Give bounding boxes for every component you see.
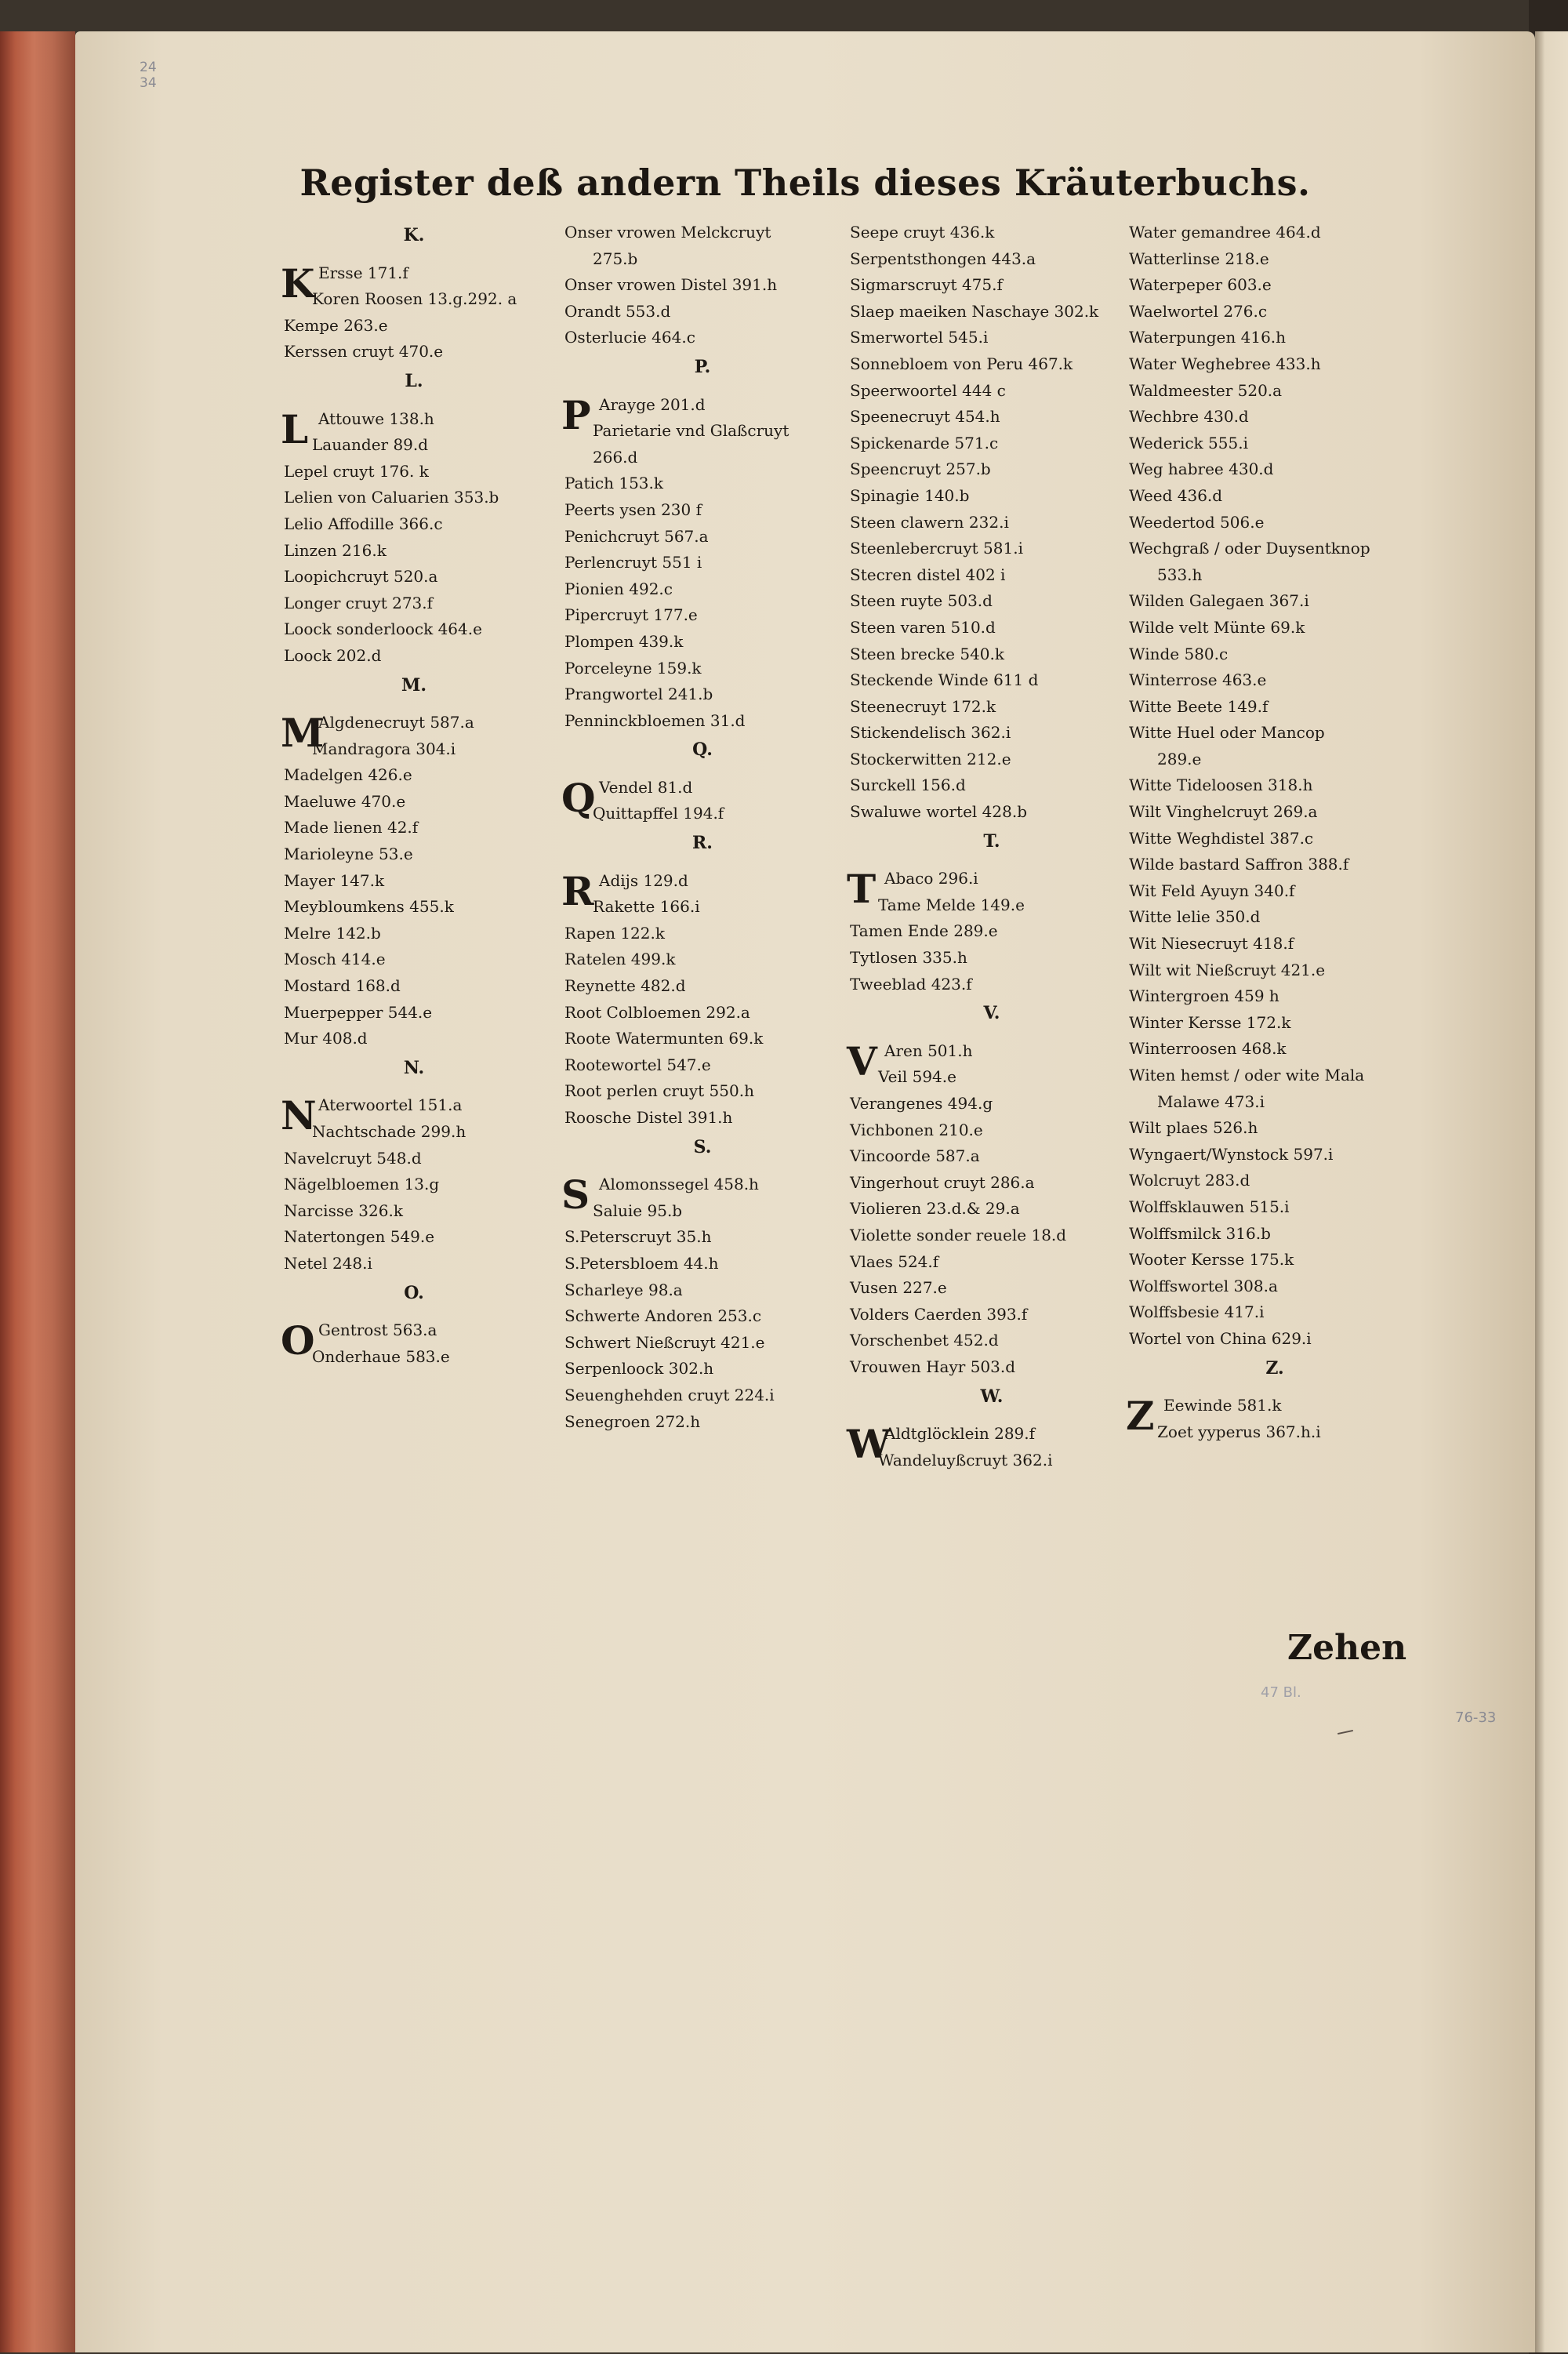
index-entry: 266.d	[593, 447, 638, 467]
index-entry: Swaluwe wortel 428.b	[850, 802, 1028, 822]
index-entry: Speerwoortel 444 c	[850, 380, 1006, 400]
index-entry: Nägelbloemen 13.g	[284, 1175, 440, 1194]
index-entry: Natertongen 549.e	[284, 1227, 435, 1247]
index-entry: Muerpepper 544.e	[284, 1002, 433, 1022]
drop-initial: N	[281, 1092, 317, 1139]
section-letter: O.	[404, 1282, 424, 1303]
index-entry: Quittapffel 194.f	[593, 804, 724, 823]
index-entry: Wolffswortel 308.a	[1129, 1276, 1278, 1295]
index-entry: Wolffsbesie 417.i	[1129, 1302, 1265, 1322]
drop-initial: P	[561, 391, 591, 438]
index-entry: Wilt plaes 526.h	[1129, 1118, 1258, 1138]
index-entry: Watterlinse 218.e	[1129, 249, 1269, 268]
index-entry: Onser vrowen Distel 391.h	[564, 275, 778, 295]
index-entry: Root Colbloemen 292.a	[564, 1002, 750, 1022]
entry-text: Arayge 201.d	[599, 394, 706, 414]
index-entry: 533.h	[1157, 565, 1203, 584]
index-entry: Steen varen 510.d	[850, 617, 996, 637]
drop-initial: R	[561, 867, 594, 914]
index-entry: Mosch 414.e	[284, 950, 386, 969]
index-entry: Vichbonen 210.e	[850, 1120, 983, 1139]
index-entry: Penninckbloemen 31.d	[564, 710, 746, 730]
index-entry: Witte Weghdistel 387.c	[1129, 828, 1314, 848]
section-letter: V.	[983, 1003, 1000, 1024]
folio-line: 24	[140, 60, 157, 75]
index-entry: S.Peterscruyt 35.h	[564, 1227, 712, 1247]
index-entry: Lelien von Caluarien 353.b	[284, 488, 499, 507]
index-entry: Vrouwen Hayr 503.d	[850, 1357, 1016, 1376]
entry-text: Aldtglöcklein 289.f	[884, 1424, 1036, 1444]
index-entry: Loock sonderloock 464.e	[284, 619, 482, 639]
index-entry: Tytlosen 335.h	[850, 948, 967, 968]
entry-text: Ersse 171.f	[318, 263, 408, 282]
index-entry: Tame Melde 149.e	[878, 895, 1025, 914]
index-entry: Weed 436.d	[1129, 485, 1223, 505]
index-entry: Serpenloock 302.h	[564, 1359, 714, 1379]
index-entry: Parietarie vnd Glaßcruyt	[593, 421, 789, 441]
index-entry: Waterpeper 603.e	[1129, 275, 1272, 295]
index-entry: Perlencruyt 551 i	[564, 553, 702, 572]
index-entry: Vincoorde 587.a	[850, 1146, 980, 1166]
folio-line: 34	[140, 75, 157, 91]
index-entry: Osterlucie 464.c	[564, 328, 695, 347]
pencil-note: 47 Bl.	[1261, 1684, 1301, 1701]
index-entry: Peerts ysen 230 f	[564, 499, 702, 519]
index-entry: Narcisse 326.k	[284, 1201, 403, 1220]
drop-initial: Q	[561, 774, 596, 821]
entry-text: Eewinde 581.k	[1163, 1396, 1282, 1415]
index-entry: 289.e	[1157, 749, 1202, 768]
index-entry: Zoet yyperus 367.h.i	[1157, 1422, 1321, 1441]
index-entry: Tamen Ende 289.e	[850, 921, 998, 941]
index-column-1	[281, 220, 547, 1370]
index-entry: Speenecruyt 454.h	[850, 407, 1000, 427]
index-entry: Wechbre 430.d	[1129, 407, 1249, 427]
drop-initial: M	[281, 710, 325, 757]
book-page	[75, 31, 1535, 2352]
index-entry: Rakette 166.i	[593, 897, 700, 917]
index-entry: Veil 594.e	[878, 1067, 956, 1087]
index-entry: Wooter Kersse 175.k	[1129, 1250, 1294, 1270]
index-entry: 275.b	[593, 249, 638, 268]
index-entry: Kempe 263.e	[284, 315, 388, 335]
index-entry: Nachtschade 299.h	[312, 1122, 466, 1141]
index-entry: Vusen 227.e	[850, 1278, 947, 1298]
index-entry: Porceleyne 159.k	[564, 658, 702, 678]
index-entry: Reynette 482.d	[564, 976, 686, 996]
index-entry: Kerssen cruyt 470.e	[284, 342, 444, 361]
index-entry: Roote Watermunten 69.k	[564, 1029, 764, 1048]
index-entry: Mandragora 304.i	[312, 739, 456, 758]
index-entry: Plompen 439.k	[564, 631, 684, 651]
index-entry: Waelwortel 276.c	[1129, 301, 1268, 321]
index-entry: Vlaes 524.f	[850, 1251, 939, 1271]
page-title: Register deß andern Theils dieses Kräuterbuchs.	[299, 162, 1311, 204]
page-edge	[0, 31, 75, 2352]
index-entry: Verangenes 494.g	[850, 1094, 993, 1113]
index-entry: Loock 202.d	[284, 645, 382, 665]
index-entry: Spickenarde 571.c	[850, 433, 999, 452]
index-entry: Ratelen 499.k	[564, 950, 676, 969]
index-entry: Root perlen cruyt 550.h	[564, 1081, 754, 1101]
entry-text: Gentrost 563.a	[318, 1320, 437, 1340]
entry-text: Abaco 296.i	[884, 869, 978, 888]
index-entry: Wederick 555.i	[1129, 433, 1248, 452]
index-entry: Mur 408.d	[284, 1029, 368, 1048]
section-letter: P.	[694, 356, 711, 377]
index-entry: Seepe cruyt 436.k	[850, 223, 995, 242]
index-entry: Navelcruyt 548.d	[284, 1148, 422, 1168]
index-entry: Wit Feld Ayuyn 340.f	[1129, 881, 1295, 900]
index-entry: Winter Kersse 172.k	[1129, 1012, 1291, 1032]
index-entry: Senegroen 272.h	[564, 1411, 701, 1431]
index-entry: Speencruyt 257.b	[850, 460, 991, 479]
index-entry: Mostard 168.d	[284, 976, 401, 996]
index-entry: Volders Caerden 393.f	[850, 1304, 1028, 1324]
index-entry: Lauander 89.d	[312, 435, 429, 455]
index-entry: Water Weghebree 433.h	[1129, 354, 1321, 373]
index-entry: Orandt 553.d	[564, 301, 671, 321]
catchword: Zehen	[1287, 1628, 1407, 1668]
entry-text: Aren 501.h	[884, 1041, 973, 1060]
index-entry: Wit Niesecruyt 418.f	[1129, 934, 1294, 954]
entry-text: Attouwe 138.h	[318, 409, 434, 428]
next-page-edge	[1535, 31, 1568, 2352]
index-entry: Netel 248.i	[284, 1253, 372, 1273]
index-entry: Stockerwitten 212.e	[850, 749, 1011, 768]
index-entry: Wechgraß / oder Duysentknop	[1129, 539, 1370, 558]
index-entry: Schwert Nießcruyt 421.e	[564, 1332, 765, 1352]
index-entry: Steen clawern 232.i	[850, 512, 1009, 532]
index-entry: Longer cruyt 273.f	[284, 593, 434, 612]
index-entry: Sigmarscruyt 475.f	[850, 275, 1003, 295]
index-entry: Violieren 23.d.& 29.a	[850, 1199, 1020, 1219]
index-column-3	[847, 220, 1137, 1473]
index-entry: Saluie 95.b	[593, 1201, 683, 1220]
pencil-folio-number	[140, 60, 157, 91]
index-entry: Wandeluyßcruyt 362.i	[878, 1450, 1053, 1469]
drop-initial: T	[847, 866, 877, 913]
index-entry: Witte Beete 149.f	[1129, 696, 1269, 716]
index-entry: Weedertod 506.e	[1129, 512, 1265, 532]
index-entry: Rapen 122.k	[564, 923, 665, 943]
index-entry: Pipercruyt 177.e	[564, 605, 698, 625]
index-entry: Wilt wit Nießcruyt 421.e	[1129, 960, 1326, 979]
index-entry: Linzen 216.k	[284, 540, 387, 560]
index-entry: Made lienen 42.f	[284, 818, 419, 837]
section-letter: R.	[692, 833, 713, 854]
index-entry: Water gemandree 464.d	[1129, 223, 1321, 242]
section-letter: N.	[403, 1057, 425, 1078]
index-entry: Onser vrowen Melckcruyt	[564, 223, 771, 242]
index-entry: Stickendelisch 362.i	[850, 723, 1011, 743]
index-entry: Penichcruyt 567.a	[564, 526, 709, 546]
index-entry: Onderhaue 583.e	[312, 1346, 450, 1366]
index-entry: Rootewortel 547.e	[564, 1055, 711, 1074]
index-entry: Wyngaert/Wynstock 597.i	[1129, 1144, 1334, 1164]
section-letter: Q.	[692, 739, 713, 761]
section-letter: W.	[980, 1386, 1004, 1407]
index-entry: Waterpungen 416.h	[1129, 328, 1287, 347]
index-entry: Surckell 156.d	[850, 776, 966, 795]
index-entry: S.Petersbloem 44.h	[564, 1253, 719, 1273]
index-entry: Steen brecke 540.k	[850, 644, 1005, 663]
index-entry: Wolffsklauwen 515.i	[1129, 1197, 1290, 1216]
entry-text: Adijs 129.d	[599, 870, 688, 890]
index-entry: Steckende Winde 611 d	[850, 670, 1039, 690]
index-entry: Loopichcruyt 520.a	[284, 567, 438, 587]
drop-initial: L	[281, 405, 309, 452]
index-column-4	[1126, 220, 1424, 1445]
index-entry: Malawe 473.i	[1157, 1092, 1265, 1111]
section-letter: T.	[983, 830, 1000, 852]
pencil-note: 76-33	[1455, 1709, 1497, 1726]
index-entry: Vingerhout cruyt 286.a	[850, 1172, 1035, 1192]
index-entry: Witte Tideloosen 318.h	[1129, 776, 1313, 795]
index-entry: Steen ruyte 503.d	[850, 591, 993, 611]
index-entry: Vorschenbet 452.d	[850, 1331, 999, 1350]
index-entry: Steenlebercruyt 581.i	[850, 539, 1023, 558]
index-entry: Schwerte Andoren 253.c	[564, 1306, 762, 1326]
index-entry: Slaep maeiken Naschaye 302.k	[850, 301, 1099, 321]
entry-text: Alomonssegel 458.h	[599, 1175, 759, 1194]
index-entry: Winterrose 463.e	[1129, 670, 1267, 690]
index-entry: Mayer 147.k	[284, 870, 385, 890]
entry-text: Aterwoortel 151.a	[318, 1095, 463, 1115]
index-entry: Wolffsmilck 316.b	[1129, 1223, 1271, 1243]
index-entry: Witte Huel oder Mancop	[1129, 723, 1325, 743]
index-entry: Wortel von China 629.i	[1129, 1328, 1312, 1348]
index-entry: Patich 153.k	[564, 474, 664, 493]
index-entry: Meybloumkens 455.k	[284, 897, 454, 917]
index-entry: Prangwortel 241.b	[564, 685, 713, 704]
section-letter: L.	[405, 370, 423, 391]
index-entry: Witen hemst / oder wite Mala	[1129, 1066, 1365, 1084]
index-column-2	[561, 220, 844, 1435]
index-entry: Wintergroen 459 h	[1129, 986, 1279, 1006]
index-entry: Wolcruyt 283.d	[1129, 1171, 1250, 1190]
index-entry: Lelio Affodille 366.c	[284, 514, 443, 533]
index-entry: Weg habree 430.d	[1129, 460, 1274, 479]
section-letter: M.	[401, 674, 426, 696]
index-entry: Scharleye 98.a	[564, 1280, 683, 1299]
section-letter: K.	[403, 225, 425, 245]
index-entry: Melre 142.b	[284, 923, 381, 943]
drop-initial: Z	[1126, 1393, 1155, 1440]
index-entry: Marioleyne 53.e	[284, 845, 413, 864]
index-entry: Serpentsthongen 443.a	[850, 249, 1036, 268]
index-entry: Witte lelie 350.d	[1129, 907, 1261, 927]
index-entry: Wilt Vinghelcruyt 269.a	[1129, 802, 1318, 822]
index-entry: Steenecruyt 172.k	[850, 696, 996, 716]
index-entry: Waldmeester 520.a	[1129, 380, 1283, 400]
index-entry: Wilde bastard Saffron 388.f	[1129, 855, 1349, 874]
index-entry: Stecren distel 402 i	[850, 565, 1006, 584]
index-entry: Winterroosen 468.k	[1129, 1039, 1287, 1059]
drop-initial: K	[281, 260, 315, 307]
index-entry: Pionien 492.c	[564, 579, 673, 598]
section-letter: Z.	[1265, 1357, 1284, 1379]
index-entry: Seuenghehden cruyt 224.i	[564, 1385, 775, 1404]
index-entry: Wilde velt Münte 69.k	[1129, 617, 1305, 637]
entry-text: Vendel 81.d	[599, 777, 693, 797]
index-entry: Winde 580.c	[1129, 644, 1229, 663]
index-entry: Lepel cruyt 176. k	[284, 461, 429, 481]
pen-mark	[1338, 1730, 1353, 1735]
drop-initial: O	[281, 1317, 315, 1364]
section-letter: S.	[693, 1136, 712, 1157]
index-entry: Koren Roosen 13.g.292. a	[312, 289, 517, 309]
index-entry: Sonnebloem von Peru 467.k	[850, 354, 1073, 373]
index-entry: Madelgen 426.e	[284, 765, 412, 785]
index-entry: Spinagie 140.b	[850, 485, 970, 505]
drop-initial: S	[561, 1172, 590, 1219]
index-entry: Violette sonder reuele 18.d	[850, 1225, 1067, 1244]
drop-initial: W	[847, 1421, 891, 1468]
drop-initial: V	[847, 1037, 877, 1084]
index-entry: Maeluwe 470.e	[284, 791, 406, 811]
index-entry: Tweeblad 423.f	[850, 974, 972, 994]
entry-text: Algdenecruyt 587.a	[318, 713, 474, 732]
index-entry: Wilden Galegaen 367.i	[1129, 591, 1309, 611]
index-entry: Roosche Distel 391.h	[564, 1108, 733, 1127]
index-entry: Smerwortel 545.i	[850, 328, 989, 347]
